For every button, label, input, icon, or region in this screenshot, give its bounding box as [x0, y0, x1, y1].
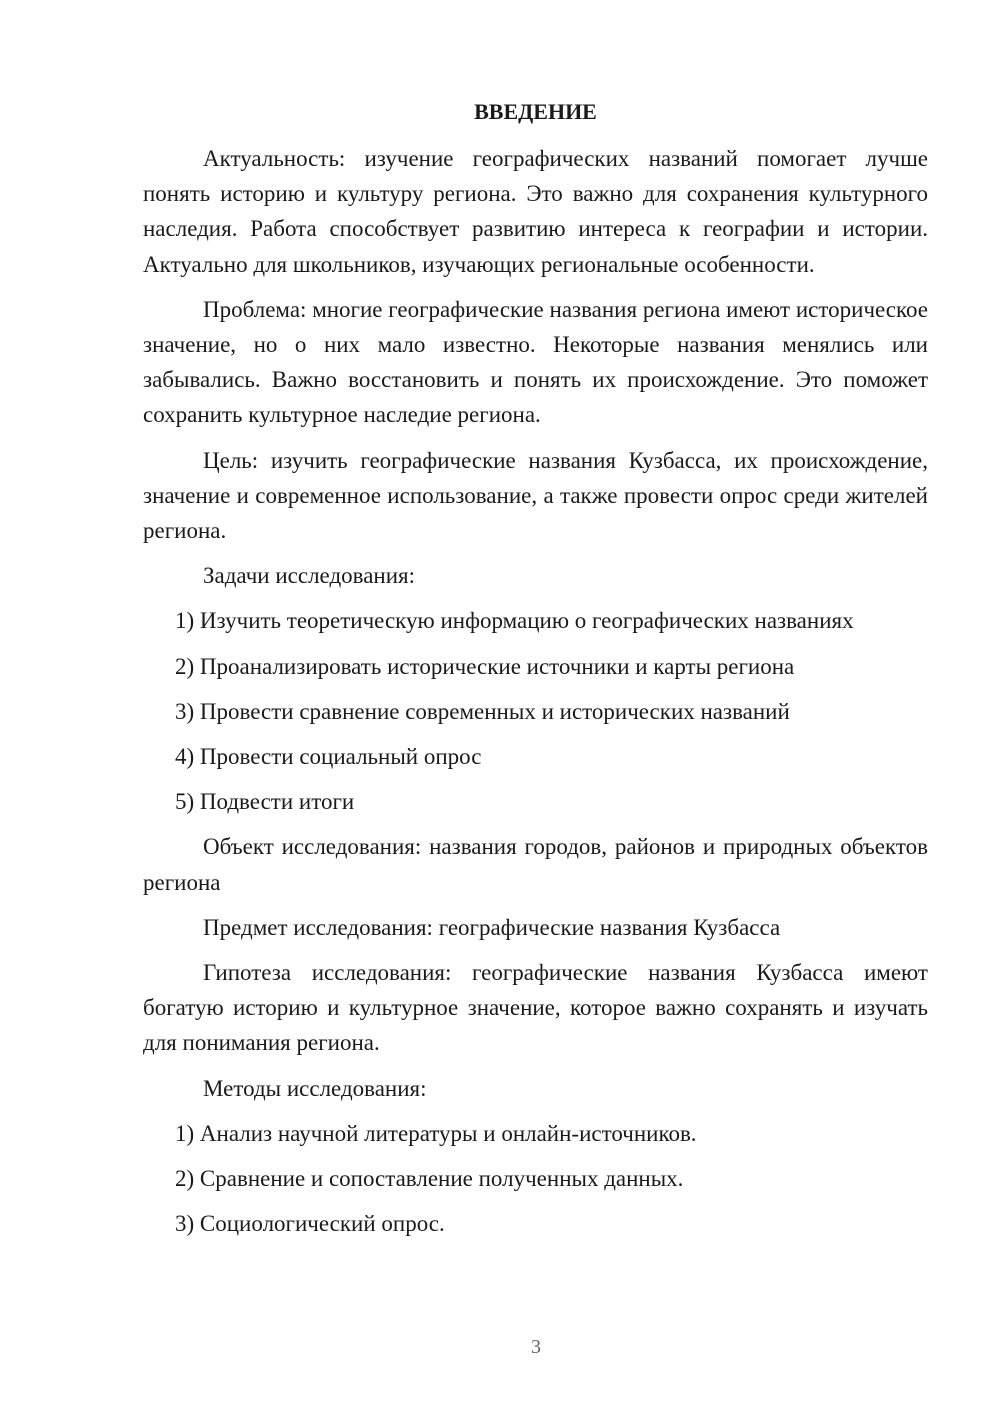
- subject-paragraph: Предмет исследования: географические названия Кузбасса: [203, 914, 781, 940]
- problem-paragraph: Проблема: многие географические названия региона имеют историческое значение, но о них мало известно. Некоторые названия менялись или забывались. Важно восстановить и понять их происхождение. Это поможет сохранить культурное наследие региона.: [143, 296, 928, 428]
- list-item: 3) Провести сравнение современных и исторических названий: [175, 698, 790, 724]
- list-item: 4) Провести социальный опрос: [175, 744, 482, 770]
- object-paragraph: Объект исследования: названия городов, районов и природных объектов региона: [143, 834, 928, 895]
- list-item: 2) Проанализировать исторические источники и карты региона: [175, 653, 795, 679]
- list-item: 3) Социологический опрос.: [175, 1211, 445, 1237]
- methods-heading: Методы исследования:: [203, 1075, 427, 1101]
- methods-list: [143, 1116, 928, 1242]
- page-title: ВВЕДЕНИЕ: [474, 99, 597, 124]
- list-item: 2) Сравнение и сопоставление полученных данных.: [175, 1166, 684, 1192]
- hypothesis-paragraph: Гипотеза исследования: географические названия Кузбасса имеют богатую историю и культурное значение, которое важно сохранять и изучать для понимания региона.: [143, 960, 928, 1056]
- tasks-list: [143, 603, 928, 819]
- page-number: 3: [531, 1336, 541, 1358]
- list-item: 1) Анализ научной литературы и онлайн-источников.: [175, 1120, 697, 1146]
- list-item: 5) Подвести итоги: [175, 789, 355, 815]
- page-body: [143, 93, 928, 1251]
- relevance-paragraph: Актуальность: изучение географических названий помогает лучше понять историю и культуру региона. Это важно для сохранения культурного наследия. Работа способствует развитию интереса к географии и истории. Актуально для школьников, изучающих региональные особенности.: [143, 146, 928, 277]
- tasks-heading: Задачи исследования:: [203, 563, 416, 589]
- goal-paragraph: Цель: изучить географические названия Кузбасса, их происхождение, значение и современное использование, а также провести опрос среди жителей региона.: [143, 447, 928, 544]
- list-item: 1) Изучить теоретическую информацию о географических названиях: [175, 608, 854, 634]
